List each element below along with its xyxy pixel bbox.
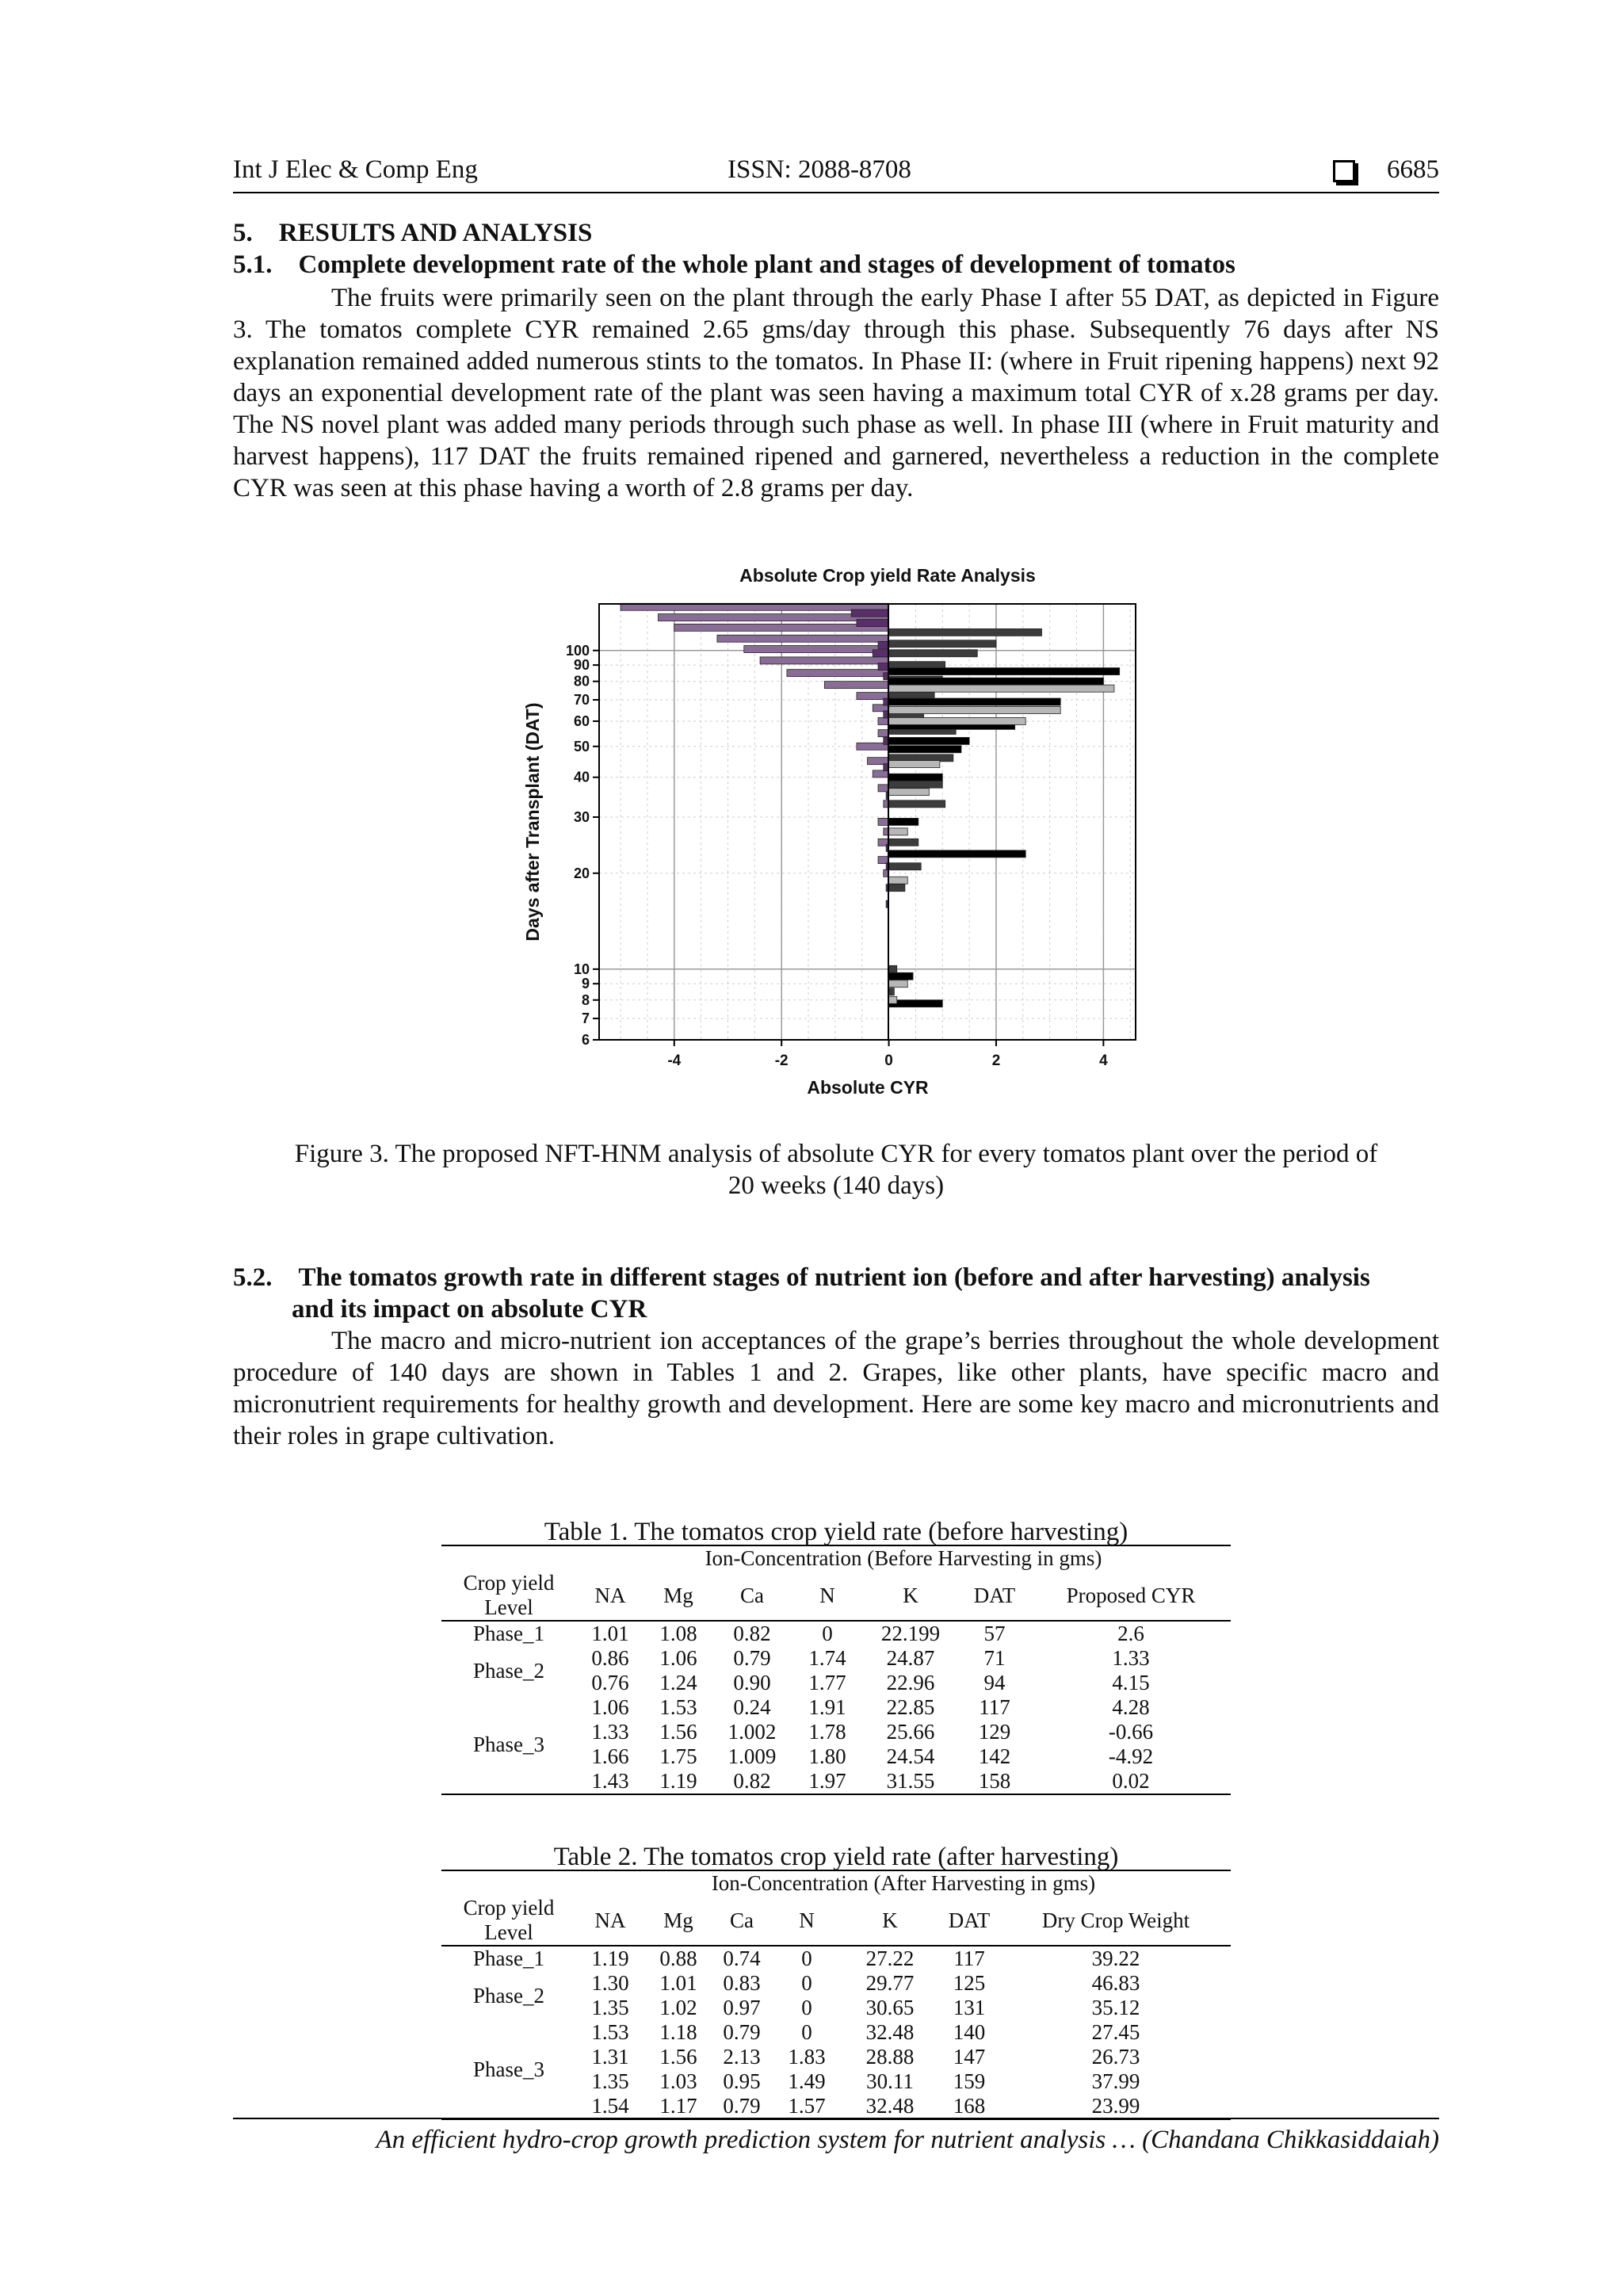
chart-bar (889, 850, 1026, 858)
checkbox-square-icon (1333, 160, 1355, 182)
section-5-1-body: The fruits were primarily seen on the plant through the early Phase I after 55 DAT, as depicted in Figure 3. The tomatos complete CYR remained 2.65 gms/day through this phase. Subsequently 76 days after NS explanation remained added numerous stints to the tomatos. In Phase II: (where in Fruit ripening happens) next 92 days an exponential development rate of the plant was seen having a maximum total CYR of x.28 grams per day. The NS novel plant was added many periods through such phase as well. In phase III (where in Fruit maturity and harvest happens), 117 DAT the fruits remained ripened and garnered, nevertheless a reduction in the complete CYR was seen at this phase having a worth of 2.8 grams per day. (233, 284, 1439, 502)
table-row (441, 2094, 1231, 2119)
table-cell: 1.53 (591, 2020, 629, 2044)
table-cell: 1.19 (659, 1769, 697, 1793)
table-cell: 4.28 (1112, 1695, 1150, 1719)
table-2-group-header: Ion-Concentration (After Harvesting in gms) (711, 1871, 1096, 1895)
x-axis-label: Absolute CYR (807, 1077, 929, 1098)
table-cell: 168 (953, 2094, 986, 2118)
table-cell: 1.01 (591, 1622, 629, 1645)
chart-bar (889, 877, 908, 884)
table-cell: 1.54 (591, 2094, 629, 2118)
table-cell: 0.24 (733, 1695, 771, 1719)
table-cell: 1.35 (591, 2069, 629, 2093)
chart-bar (878, 785, 889, 792)
chart-bar (878, 717, 889, 724)
table-cell: 1.01 (659, 1971, 697, 1995)
table-cell: 35.12 (1091, 1996, 1140, 2019)
section-5-2-title-line1: 5.2. The tomatos growth rate in different stages of nutrient ion (before and after harvesting) analysis (233, 1263, 1370, 1292)
table-cell: 1.56 (659, 2045, 697, 2069)
chart-bar (889, 650, 978, 657)
table-cell: 0.88 (659, 1946, 697, 1970)
table-row (441, 1695, 1231, 1720)
x-tick-label: -2 (774, 1052, 789, 1069)
table-cell: 1.66 (591, 1744, 629, 1768)
figure-3-caption (233, 1138, 1439, 1201)
table-cell: 28.88 (865, 2045, 915, 2069)
table-cell: 1.35 (591, 1996, 629, 2019)
y-tick-label: 90 (573, 657, 590, 674)
chart-bar (889, 884, 905, 892)
table-cell: 0.79 (733, 1646, 771, 1670)
table-2 (441, 1845, 1231, 2120)
table-cell: 0 (801, 1971, 812, 1995)
table-2-col-header: N (799, 1908, 815, 1932)
table-cell: 30.65 (865, 1996, 915, 2019)
table-cell: 1.06 (591, 1695, 629, 1719)
y-tick-label: 30 (573, 808, 590, 825)
chart-bar (878, 730, 889, 737)
table-1-title: Table 1. The tomatos crop yield rate (before harvesting) (441, 1520, 1231, 1545)
table-cell: 0 (801, 2020, 812, 2044)
table-cell: 140 (953, 2020, 986, 2044)
table-cell: 31.55 (886, 1769, 935, 1793)
table-cell: 1.74 (808, 1646, 846, 1670)
page-number-group (1333, 155, 1439, 185)
chart-bar (878, 857, 889, 864)
chart-bar (889, 965, 897, 972)
table-2-phase-label: Phase_1 (473, 1946, 544, 1970)
table-cell: 1.53 (659, 1695, 697, 1719)
table-1-col-header: DAT (973, 1583, 1016, 1607)
table-cell: 1.75 (659, 1744, 697, 1768)
table-1-col-header: Ca (740, 1583, 764, 1607)
figure-3-caption-line2: 20 weeks (140 days) (727, 1171, 945, 1200)
table-2-phase-label: Phase_2 (473, 1983, 544, 2008)
table-cell: 0.79 (723, 2094, 761, 2118)
table-cell: 125 (953, 1971, 986, 1995)
table-cell: 1.19 (591, 1946, 629, 1970)
y-tick-label: 70 (573, 692, 590, 709)
table-2-col-header: K (882, 1908, 898, 1932)
table-1-col-header: Mg (663, 1583, 693, 1607)
table-cell: 46.83 (1091, 1971, 1140, 1995)
chart-bar (889, 828, 908, 835)
table-2-col-header: DAT (948, 1908, 991, 1932)
table-cell: 1.56 (659, 1720, 697, 1744)
table-1 (441, 1520, 1231, 1795)
chart-bar (744, 646, 889, 653)
chart-bar (889, 717, 1026, 724)
chart-bar (889, 761, 940, 768)
chart-bar (873, 770, 888, 777)
table-cell: 1.30 (591, 1971, 629, 1995)
chart-bar (889, 668, 1120, 675)
table-cell: 39.22 (1091, 1946, 1140, 1970)
chart-bar (889, 628, 1042, 636)
table-cell: 25.66 (886, 1720, 935, 1744)
table-cell: 32.48 (865, 2020, 915, 2044)
table-row (441, 1621, 1231, 1646)
table-cell: 1.03 (659, 2069, 697, 2093)
table-cell: 1.78 (808, 1720, 846, 1744)
chart-bar (889, 685, 1114, 692)
table-1-phase-label: Phase_1 (473, 1622, 544, 1645)
table-cell: 4.15 (1112, 1671, 1150, 1694)
table-cell: 159 (953, 2069, 986, 2093)
table-cell: 24.87 (886, 1646, 935, 1670)
table-cell: 94 (983, 1671, 1006, 1694)
y-tick-label: 9 (581, 976, 590, 992)
table-cell: 2.6 (1117, 1622, 1144, 1645)
y-tick-label: 10 (573, 961, 590, 977)
table-cell: 0.82 (733, 1622, 771, 1645)
table-cell: 0.79 (723, 2020, 761, 2044)
chart-bar (878, 818, 889, 825)
table-1-group-header: Ion-Concentration (Before Harvesting in gms) (705, 1546, 1102, 1570)
table-1-col-header: N (819, 1583, 835, 1607)
table-cell: 0.97 (723, 1996, 761, 2019)
table-cell: 1.77 (808, 1671, 846, 1694)
journal-name: Int J Elec & Comp Eng (233, 155, 478, 184)
table-row (441, 2045, 1231, 2069)
table-2-col-header: NA (594, 1908, 626, 1932)
chart-bar (760, 657, 888, 664)
chart-bar (889, 818, 918, 825)
chart-bar (889, 746, 961, 753)
table-1-phase-label: Phase_3 (473, 1732, 544, 1756)
chart-bar (889, 996, 897, 1003)
chart-bar (889, 800, 945, 808)
table-cell: 1.49 (788, 2069, 826, 2093)
table-cell: 0.95 (723, 2069, 761, 2093)
chart-bar (889, 698, 1061, 705)
table-cell: 1.33 (1112, 1646, 1150, 1670)
issn: ISSN: 2088-8708 (727, 155, 911, 184)
section-5-title: 5. RESULTS AND ANALYSIS (233, 219, 593, 247)
y-tick-label: 7 (581, 1010, 590, 1027)
table-cell: 1.02 (659, 1996, 697, 2019)
table-row (441, 1946, 1231, 1971)
chart-bar (889, 789, 930, 796)
table-cell: 1.31 (591, 2045, 629, 2069)
table-cell: 1.80 (808, 1744, 846, 1768)
table-cell: 1.08 (659, 1622, 697, 1645)
chart-bar (889, 972, 913, 980)
section-5-2-body: The macro and micro-nutrient ion acceptances of the grape’s berries throughout the whole development procedure of 140 days are shown in Tables 1 and 2. Grapes, like other plants, have specific macro and micronutrient requirements for healthy growth and development. Here are some key macro and micronutrients and their roles in grape cultivation. (233, 1327, 1439, 1450)
chart-bar (717, 635, 889, 642)
table-1-col-header: Proposed CYR (1066, 1583, 1196, 1607)
table-cell: 0.82 (733, 1769, 771, 1793)
y-tick-label: 60 (573, 712, 590, 729)
table-cell: 26.73 (1091, 2045, 1140, 2069)
table-1-col-header: K (903, 1583, 918, 1607)
table-cell: 22.96 (886, 1671, 935, 1694)
table-cell: 30.11 (866, 2069, 914, 2093)
table-cell: 147 (953, 2045, 986, 2069)
table-cell: 27.45 (1091, 2020, 1140, 2044)
table-cell: 1.91 (808, 1695, 846, 1719)
table-cell: 0.83 (723, 1971, 761, 1995)
y-tick-label: 8 (581, 991, 590, 1008)
table-cell: 1.002 (727, 1720, 777, 1744)
table-cell: 1.43 (591, 1769, 629, 1793)
table-cell: 0 (801, 1946, 812, 1970)
table-cell: -4.92 (1108, 1744, 1154, 1768)
page-number: 6685 (1387, 155, 1439, 184)
table-cell: 24.54 (886, 1744, 935, 1768)
chart-bar (824, 682, 888, 689)
table-cell: 0 (801, 1996, 812, 2019)
table-cell: 158 (978, 1769, 1011, 1793)
table-cell: -0.66 (1108, 1720, 1154, 1744)
x-tick-label: 2 (991, 1052, 1001, 1069)
table-row (441, 1769, 1231, 1794)
y-tick-label: 50 (573, 738, 590, 755)
table-2-col-header: Ca (730, 1908, 754, 1932)
y-tick-label: 80 (573, 673, 590, 690)
y-axis-label: Days after Transplant (DAT) (522, 702, 543, 942)
table-cell: 71 (983, 1646, 1006, 1670)
y-tick-label: 40 (573, 769, 590, 785)
chart-bar (889, 678, 1104, 685)
table-cell: 1.83 (788, 2045, 826, 2069)
table-cell: 1.18 (659, 2020, 697, 2044)
figure-3-caption-line1: Figure 3. The proposed NFT-HNM analysis of absolute CYR for every tomatos plant over the period of (294, 1140, 1378, 1168)
x-tick-label: 4 (1099, 1052, 1108, 1069)
table-cell: 29.77 (865, 1971, 915, 1995)
table-cell: 1.17 (659, 2094, 697, 2118)
table-cell: 1.24 (659, 1671, 697, 1694)
table-cell: 0 (822, 1622, 833, 1645)
table-cell: 57 (983, 1622, 1006, 1645)
table-cell: 1.009 (727, 1744, 777, 1768)
table-cell: 22.199 (880, 1622, 941, 1645)
table-row (441, 1720, 1231, 1744)
table-row (441, 1971, 1231, 1996)
chart-bar (889, 640, 996, 648)
table-cell: 142 (978, 1744, 1011, 1768)
chart-bar (851, 609, 888, 617)
chart-bar (889, 737, 970, 744)
table-cell: 131 (953, 1996, 986, 2019)
chart-bars (621, 603, 1120, 1007)
section-5-2-title (233, 1262, 1439, 1325)
table-cell: 23.99 (1091, 2094, 1140, 2118)
table-cell: 0.74 (723, 1946, 761, 1970)
table-2-col-header: Mg (663, 1908, 693, 1932)
table-cell: 1.06 (659, 1646, 697, 1670)
chart-bar (889, 980, 908, 988)
table-1-phase-label: Phase_2 (473, 1658, 544, 1683)
table-2-col-header: Crop yield Level (463, 1896, 555, 1944)
y-tick-label: 100 (565, 642, 590, 659)
chart-bar (787, 670, 889, 677)
table-2-title: Table 2. The tomatos crop yield rate (after harvesting) (441, 1845, 1231, 1870)
table-2-phase-label: Phase_3 (473, 2057, 544, 2081)
running-header (233, 155, 1439, 193)
table-cell: 37.99 (1091, 2069, 1140, 2093)
y-tick-label: 6 (581, 1032, 590, 1048)
table-cell: 0.02 (1112, 1769, 1150, 1793)
table-1-col-header: NA (594, 1583, 626, 1607)
table-cell: 32.48 (865, 2094, 915, 2118)
table-cell: 0.76 (591, 1671, 629, 1694)
table-cell: 1.57 (788, 2094, 826, 2118)
chart-bar (878, 663, 889, 670)
chart-title: Absolute Crop yield Rate Analysis (739, 565, 1036, 586)
table-row (441, 2020, 1231, 2045)
chart-bar (878, 641, 889, 648)
table-cell: 2.13 (723, 2045, 761, 2069)
table-cell: 0.86 (591, 1646, 629, 1670)
table-cell: 117 (979, 1695, 1010, 1719)
table-cell: 0.90 (733, 1671, 771, 1694)
x-tick-label: -4 (667, 1052, 682, 1069)
chart-bar (857, 620, 889, 627)
chart-bar (889, 863, 922, 870)
chart-bar (873, 650, 888, 657)
y-tick-label: 20 (573, 865, 590, 881)
table-cell: 1.33 (591, 1720, 629, 1744)
section-5-2-title-line2: and its impact on absolute CYR (292, 1295, 647, 1324)
table-row (441, 1646, 1231, 1671)
chart-bar (889, 706, 1061, 713)
table-cell: 22.85 (886, 1695, 935, 1719)
absolute-cyr-chart (507, 555, 1157, 1110)
table-cell: 27.22 (865, 1946, 915, 1970)
running-footer: An efficient hydro-crop growth prediction system for nutrient analysis … (Chandana Chikkasiddaiah) (233, 2118, 1439, 2155)
table-1-col-header: Crop yield Level (463, 1571, 555, 1619)
x-tick-label: 0 (884, 1052, 893, 1069)
table-cell: 1.97 (808, 1769, 846, 1793)
table-cell: 117 (953, 1946, 985, 1970)
section-5-1-title: 5.1. Complete development rate of the whole plant and stages of development of tomatos (233, 250, 1235, 279)
chart-bar (889, 774, 943, 781)
table-2-col-header: Dry Crop Weight (1041, 1908, 1190, 1932)
table-cell: 129 (978, 1720, 1011, 1744)
chart-bar (889, 988, 895, 995)
chart-bar (889, 781, 943, 788)
chart-bar (889, 839, 918, 846)
